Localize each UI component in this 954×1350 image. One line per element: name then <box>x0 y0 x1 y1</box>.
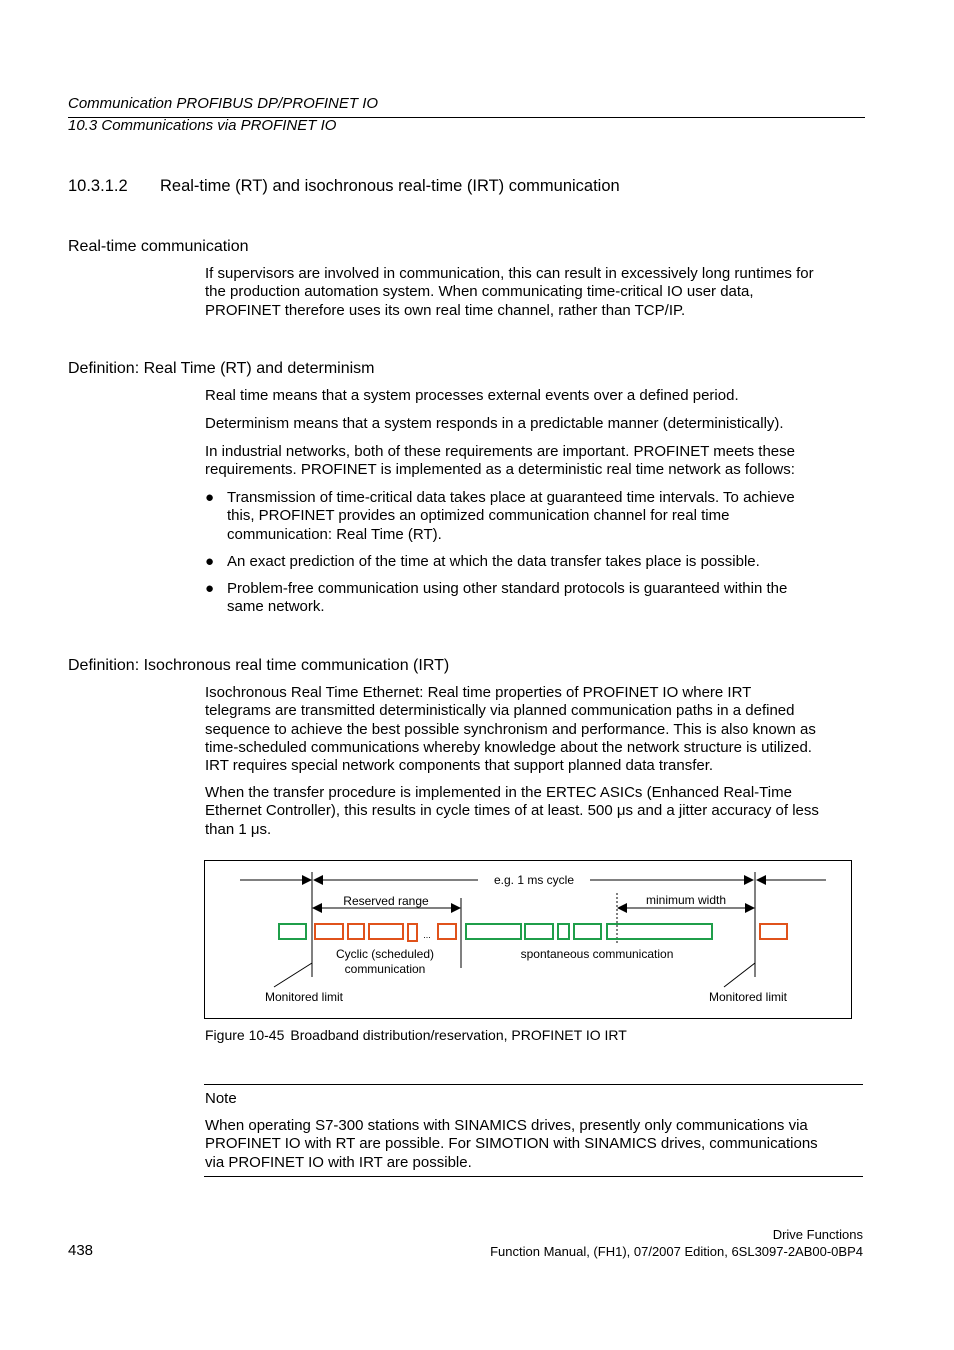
monitored-limit-left: Monitored limit <box>264 990 344 1004</box>
text-line: sequence to achieve the best possible synchronism and performance. This is also known as <box>205 720 816 738</box>
text-line: telegrams are transmitted deterministically via planned communication paths in a defined <box>205 702 795 720</box>
minimum-width-label: minimum width <box>645 893 727 907</box>
text-line: Problem-free communication using other standard protocols is guaranteed within the <box>227 580 788 597</box>
text-line: same network. <box>227 598 325 616</box>
text-line: If supervisors are involved in communication, this can result in excessively long runtimes for <box>205 265 814 282</box>
def-irt-paragraph-2 <box>205 784 865 839</box>
note-title: Note <box>205 1090 237 1107</box>
bullet-dot: ● <box>205 553 215 570</box>
running-header-section: 10.3 Communications via PROFINET IO <box>68 117 337 134</box>
text-line: the production automation system. When communicating time-critical IO user data, <box>205 283 754 301</box>
spontaneous-label: spontaneous communication <box>520 947 674 961</box>
cyclic-label-line1: Cyclic (scheduled) <box>335 947 435 961</box>
def-rt-paragraph-2: Determinism means that a system responds in a predictable manner (deterministically). <box>205 415 784 432</box>
def-rt-paragraph-3 <box>205 443 865 480</box>
cycle-label: e.g. 1 ms cycle <box>493 873 575 887</box>
text-line: via PROFINET IO with IRT are possible. <box>205 1153 472 1171</box>
def-irt-paragraph-1 <box>205 684 865 775</box>
figure-number: Figure 10-45 <box>205 1027 285 1043</box>
text-line: An exact prediction of the time at which the data transfer takes place is possible. <box>227 553 760 570</box>
section-number: 10.3.1.2 <box>68 177 128 195</box>
bullet-dot: ● <box>205 580 215 597</box>
page-number: 438 <box>68 1242 94 1259</box>
irt-bandwidth-diagram <box>204 860 852 1019</box>
text-line: In industrial networks, both of these requirements are important. PROFINET meets these <box>205 443 795 460</box>
note-top-rule <box>204 1084 863 1085</box>
text-line: communication: Real Time (RT). <box>227 525 442 543</box>
text-line: When the transfer procedure is implemented in the ERTEC ASICs (Enhanced Real-Time <box>205 784 792 801</box>
footer-doc-title: Drive Functions <box>772 1227 863 1242</box>
text-line: requirements. PROFINET is implemented as a deterministic real time network as follows: <box>205 461 795 479</box>
text-line: PROFINET IO with RT are possible. For SIMOTION with SINAMICS drives, communications <box>205 1135 818 1153</box>
text-line: Transmission of time-critical data takes place at guaranteed time intervals. To achieve <box>227 489 795 506</box>
text-line: When operating S7-300 stations with SINAMICS drives, presently only communications via <box>205 1117 808 1134</box>
text-line: this, PROFINET provides an optimized communication channel for real time <box>227 507 730 525</box>
monitored-limit-right: Monitored limit <box>708 990 788 1004</box>
text-line: Isochronous Real Time Ethernet: Real time properties of PROFINET IO where IRT <box>205 684 752 701</box>
text-line: Ethernet Controller), this results in cycle times of at least. 500 μs and a jitter accuracy of less <box>205 802 819 820</box>
footer-doc-info: Function Manual, (FH1), 07/2007 Edition, 6SL3097-2AB00-0BP4 <box>490 1244 863 1259</box>
cyclic-label-line2: communication <box>344 962 426 976</box>
note-bottom-rule <box>204 1176 863 1177</box>
bullet-dot: ● <box>205 489 215 506</box>
text-line: PROFINET therefore uses its own real time channel, rather than TCP/IP. <box>205 301 686 319</box>
text-line: IRT requires special network components that support planned data transfer. <box>205 757 714 775</box>
section-title: Real-time (RT) and isochronous real-time (IRT) communication <box>160 177 620 195</box>
text-line: than 1 μs. <box>205 820 272 838</box>
heading-real-time-communication: Real-time communication <box>68 238 249 255</box>
rt-paragraph <box>205 265 865 320</box>
figure-caption <box>205 1027 627 1043</box>
heading-definition-irt: Definition: Isochronous real time communication (IRT) <box>68 657 450 674</box>
note-text <box>205 1117 865 1172</box>
running-header-title: Communication PROFIBUS DP/PROFINET IO <box>68 95 379 112</box>
ellipsis: ... <box>423 930 431 940</box>
heading-definition-rt: Definition: Real Time (RT) and determinism <box>68 360 375 377</box>
figure-caption-text: Broadband distribution/reservation, PROFINET IO IRT <box>290 1027 627 1043</box>
reserved-range-label: Reserved range <box>343 894 429 908</box>
text-line: time-scheduled communications whereby knowledge about the network structure is utilized. <box>205 738 812 756</box>
def-rt-paragraph-1: Real time means that a system processes external events over a defined period. <box>205 387 739 404</box>
